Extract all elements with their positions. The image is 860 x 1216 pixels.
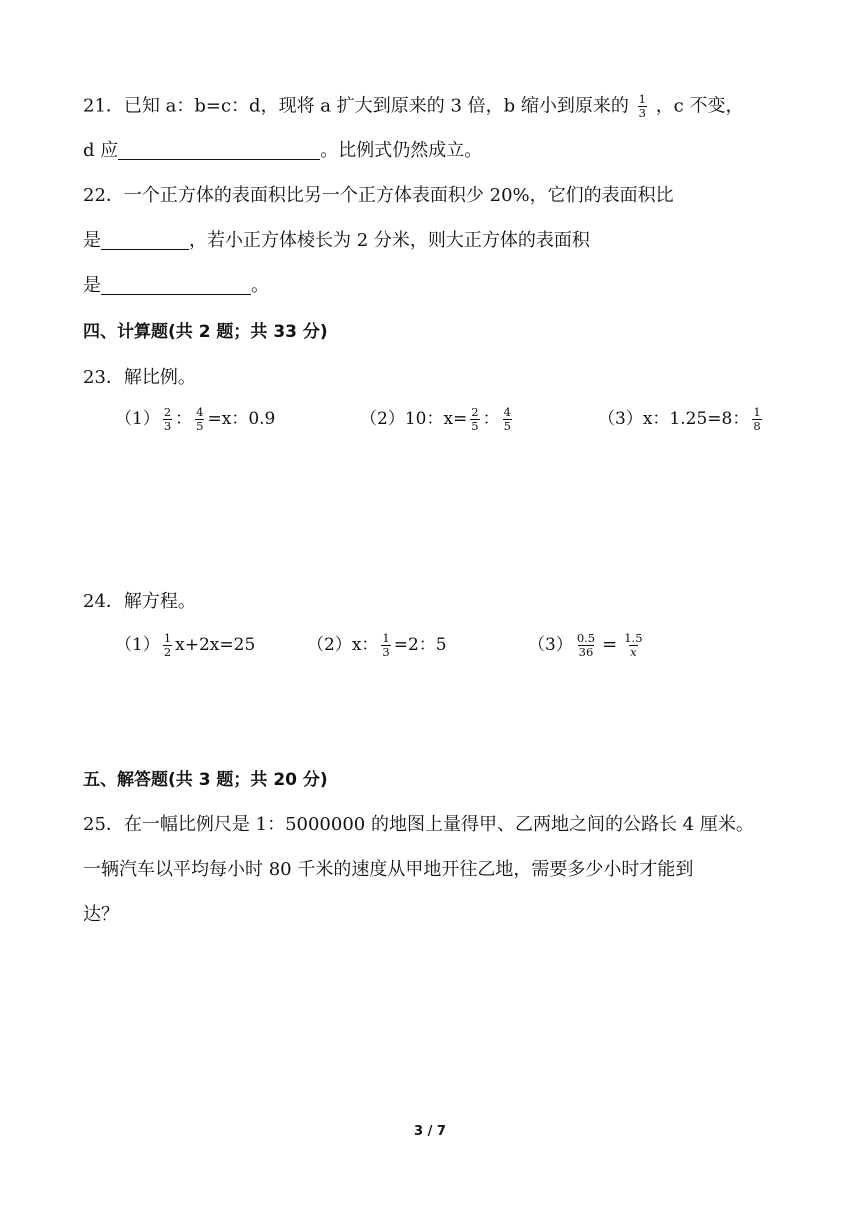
fraction-one-third: $\frac{1}{3}$ <box>638 92 646 120</box>
fraction: $\frac{1}{3}$ <box>382 631 390 659</box>
fraction: $\frac{1}{8}$ <box>753 405 761 433</box>
question-23-stem: 23．解比例。 <box>83 367 196 388</box>
fraction: $\frac{4}{5}$ <box>503 405 511 433</box>
fraction: $\frac{0.5}{36}$ <box>576 631 596 659</box>
section-5-heading: 五、解答题(共 3 题；共 20 分) <box>83 770 328 790</box>
fraction: $\frac{1}{2}$ <box>163 631 172 659</box>
q21-text: 21．已知 a：b=c：d，现将 a 扩大到原来的 3 倍，b 缩小到原来的 <box>83 95 629 117</box>
q23-part-2: （2）10：x= $\frac{2}{5}$ ： $\frac{4}{5}$ <box>360 405 511 433</box>
q24-part-1: （1） $\frac{1}{2}$ x+2x=25 <box>115 631 256 659</box>
question-22-line-1: 22．一个正方体的表面积比另一个正方体表面积少 20%，它们的表面积比 <box>83 185 674 206</box>
fraction: $\frac{2}{3}$ <box>163 405 172 433</box>
question-25-line-3: 达？ <box>83 904 119 925</box>
question-21-line-2: d 应 。比例式仍然成立。 <box>83 140 483 161</box>
q23-part-1: （1） $\frac{2}{3}$ ： $\frac{4}{5}$ =x：0.9 <box>115 405 276 433</box>
question-22-line-3: 是 。 <box>83 275 269 296</box>
question-21-line-1 <box>83 93 744 120</box>
q23-part-3: （3）x：1.25=8： $\frac{1}{8}$ <box>598 405 761 433</box>
section-4-heading: 四、计算题(共 2 题；共 33 分) <box>83 322 328 342</box>
answer-blank-22a[interactable] <box>101 229 189 250</box>
q24-part-3: （3） $\frac{0.5}{36}$ = $\frac{1.5}{x}$ <box>528 631 643 659</box>
q24-part-2: （2）x： $\frac{1}{3}$ =2：5 <box>307 631 447 659</box>
question-25-line-2: 一辆汽车以平均每小时 80 千米的速度从甲地开往乙地，需要多少小时才能到 <box>83 859 694 880</box>
fraction: $\frac{2}{5}$ <box>471 405 479 433</box>
page-number: 3 / 7 <box>414 1124 446 1139</box>
answer-blank-21[interactable] <box>118 139 320 160</box>
fraction: $\frac{4}{5}$ <box>196 405 204 433</box>
answer-blank-22b[interactable] <box>101 274 251 295</box>
fraction: $\frac{1.5}{x}$ <box>624 631 643 659</box>
question-22-line-2: 是 ，若小正方体棱长为 2 分米，则大正方体的表面积 <box>83 230 590 251</box>
q21-text-end: ，c 不变， <box>655 95 744 117</box>
question-24-stem: 24．解方程。 <box>83 591 196 612</box>
question-25-line-1: 25．在一幅比例尺是 1：5000000 的地图上量得甲、乙两地之间的公路长 4 厘米。 <box>83 814 754 835</box>
